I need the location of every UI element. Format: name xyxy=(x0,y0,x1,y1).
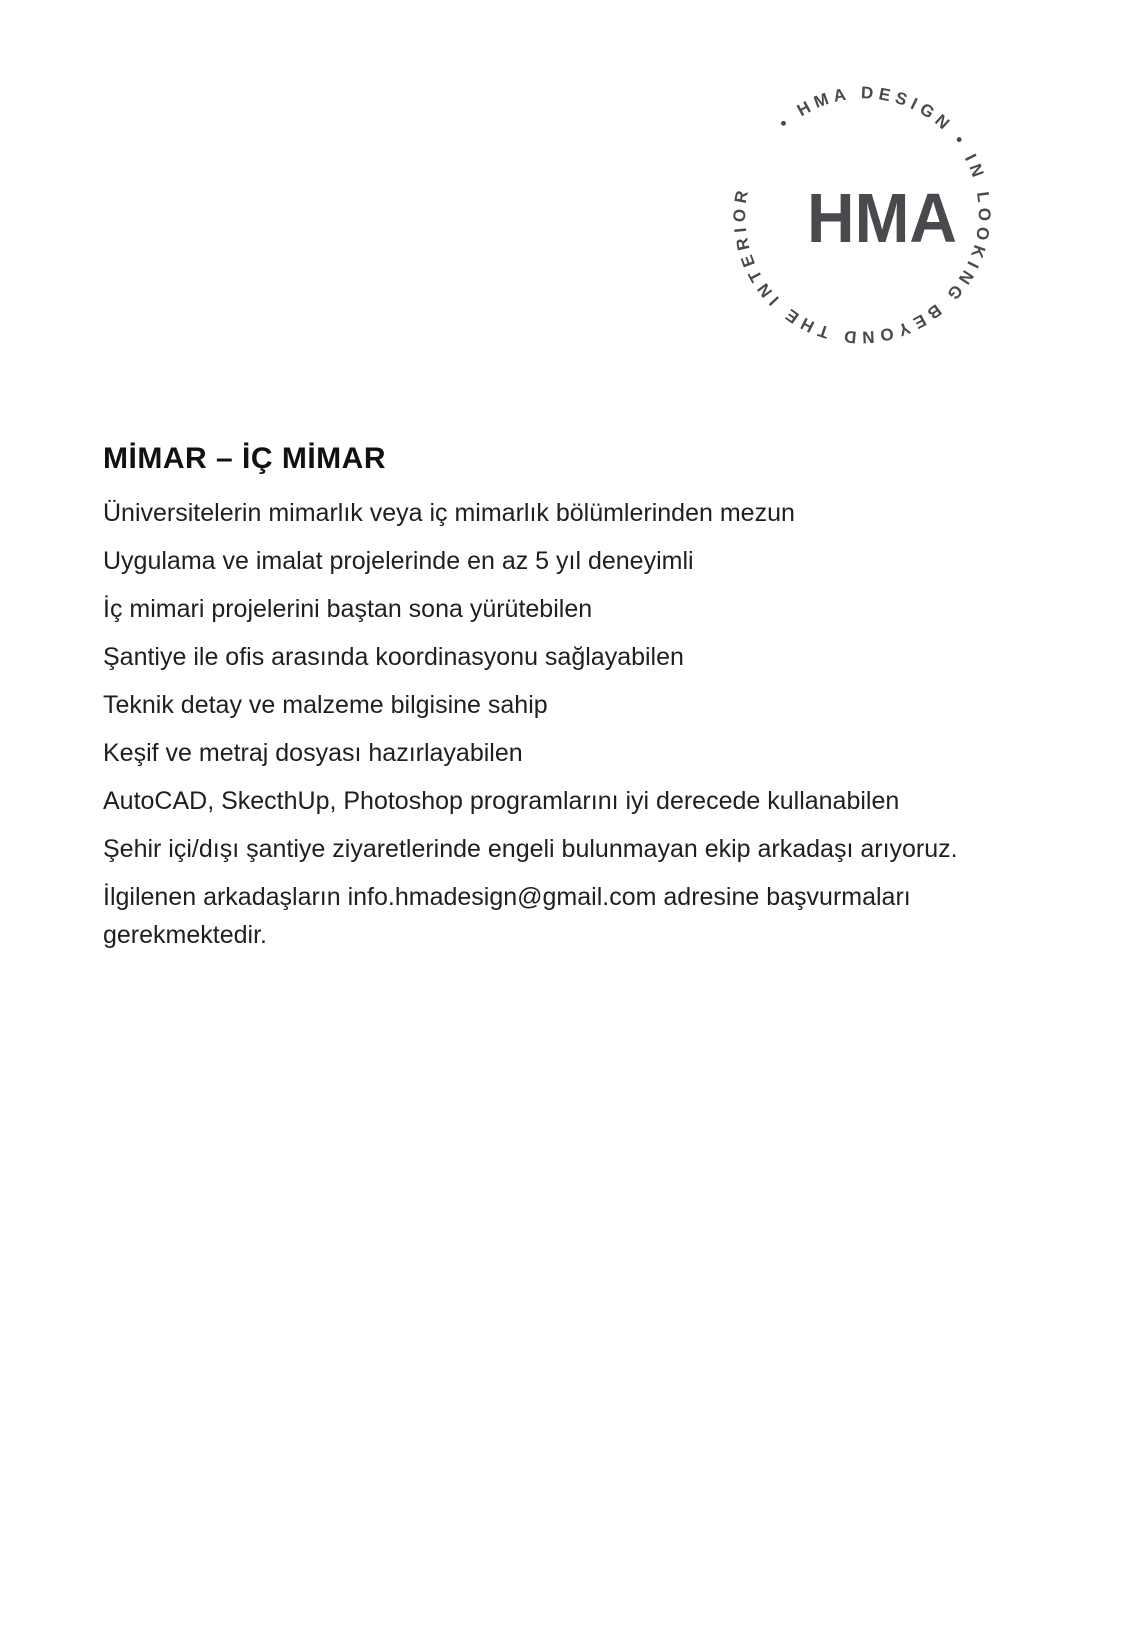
job-title: MİMAR – İÇ MİMAR xyxy=(103,442,386,475)
requirement-line-6: Keşif ve metraj dosyası hazırlayabilen xyxy=(103,739,523,767)
hma-logo-graphic xyxy=(722,75,1002,355)
requirement-line-3: İç mimari projelerini baştan sona yürütebilen xyxy=(103,595,593,623)
requirement-line-2: Uygulama ve imalat projelerinde en az 5 yıl deneyimli xyxy=(103,547,694,575)
hma-logo xyxy=(722,75,1002,355)
requirement-line-1: Üniversitelerin mimarlık veya iç mimarlık bölümlerinden mezun xyxy=(103,499,795,527)
logo-wordmark: HMA xyxy=(807,179,957,257)
requirement-line-8: Şehir içi/dışı şantiye ziyaretlerinde engeli bulunmayan ekip arkadaşı arıyoruz. xyxy=(103,835,958,863)
logo-ring-text: • HMA DESIGN • IN LOOKING BEYOND THE INTERIOR xyxy=(730,83,994,347)
job-posting xyxy=(103,442,1053,964)
application-note: İlgilenen arkadaşların info.hmadesign@gmail.com adresine başvurmaları gerekmektedir. xyxy=(103,883,911,949)
requirement-line-4: Şantiye ile ofis arasında koordinasyonu sağlayabilen xyxy=(103,643,684,671)
requirement-line-7: AutoCAD, SkecthUp, Photoshop programlarını iyi derecede kullanabilen xyxy=(103,787,900,815)
requirement-line-5: Teknik detay ve malzeme bilgisine sahip xyxy=(103,691,548,719)
